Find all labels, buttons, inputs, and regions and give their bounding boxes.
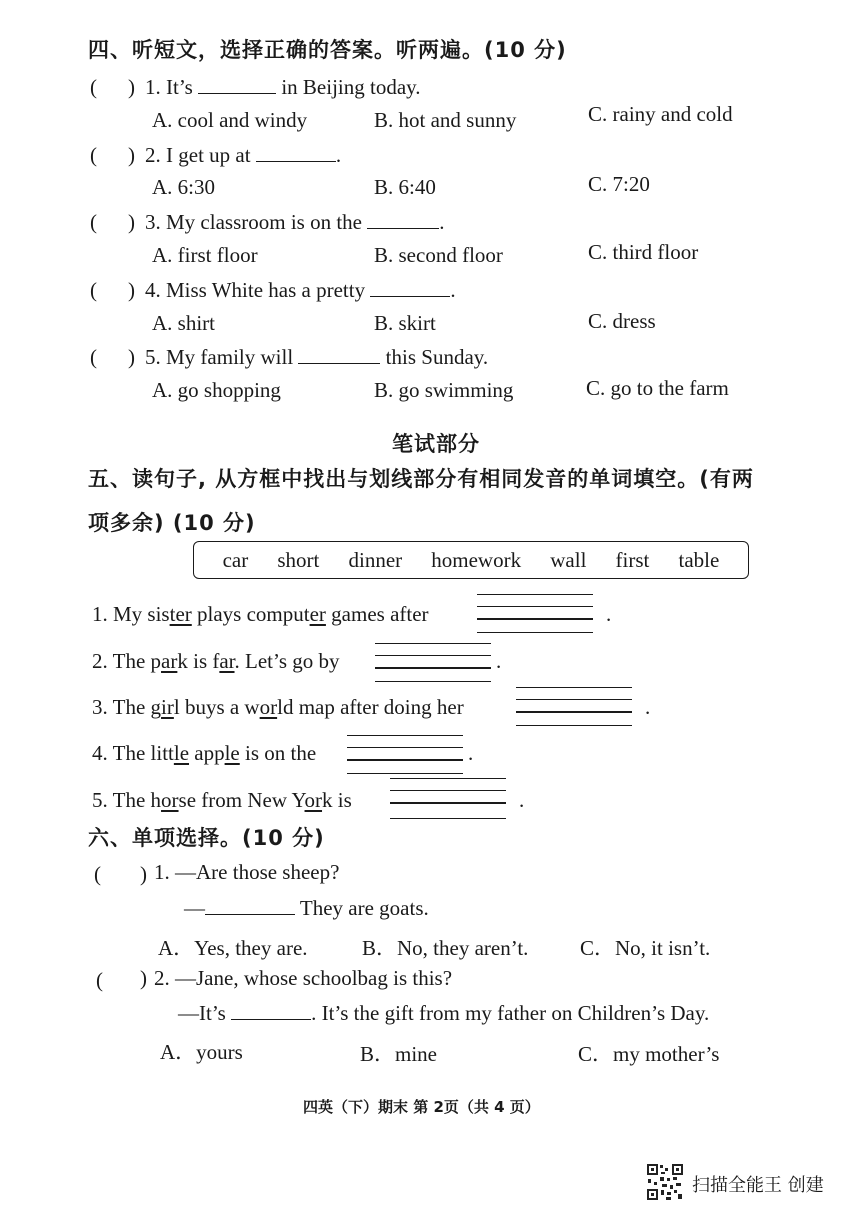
option-b: B. 6:40 [374, 175, 436, 199]
qr-code-icon [646, 1163, 684, 1201]
word-bank-item: table [678, 547, 720, 572]
sentence-5: 5. The horse from New York is [92, 788, 352, 812]
option-c: C．my mother’s [578, 1042, 720, 1066]
option-a: A. shirt [152, 311, 215, 335]
question-3: 3. My classroom is on the . [145, 210, 445, 234]
answer-paren-open: ( [90, 210, 97, 234]
section6-title: 六、单项选择。(10 分) [88, 826, 325, 850]
option-c: C. dress [588, 309, 656, 333]
answer-blank[interactable] [370, 278, 450, 297]
answer-paren-open: ( [90, 278, 97, 302]
option-a: A. first floor [152, 243, 258, 267]
answer-blank[interactable] [205, 896, 295, 915]
word-bank-item: first [615, 547, 650, 572]
option-c: C．No, it isn’t. [580, 936, 711, 960]
mc-question-1: 1. —Are those sheep? [154, 860, 340, 884]
question-4: 4. Miss White has a pretty . [145, 278, 456, 302]
page-footer: 四英（下）期末 第 2页（共 4 页） [303, 1098, 540, 1116]
sentence-end: . [645, 695, 651, 719]
mc-question-1-reply: — They are goats. [184, 896, 429, 920]
sentence-2: 2. The park is far. Let’s go by [92, 649, 340, 673]
sentence-end: . [468, 741, 474, 765]
mc-question-2-reply: —It’s . It’s the gift from my father on Children’s Day. [178, 1001, 710, 1025]
question-1: 1. It’s in Beijing today. [145, 75, 421, 99]
option-b: B．mine [360, 1042, 437, 1066]
answer-paren-close: ) [128, 345, 135, 369]
answer-paren-close: ) [128, 143, 135, 167]
answer-blank[interactable] [298, 345, 380, 364]
sentence-1: 1. My sister plays computer games after [92, 602, 429, 626]
answer-blank[interactable] [256, 143, 336, 162]
watermark-text: 扫描全能王 创建 [692, 1175, 824, 1196]
option-c: C. 7:20 [588, 172, 650, 196]
answer-paren-open: ( [94, 862, 101, 886]
word-bank-box [193, 541, 749, 579]
answer-blank[interactable] [198, 75, 276, 94]
written-part-title: 笔试部分 [392, 432, 480, 456]
section5-title-line1: 五、读句子, 从方框中找出与划线部分有相同发音的单词填空。(有两 [88, 467, 754, 491]
answer-paren-close: ) [128, 210, 135, 234]
word-bank-item: wall [550, 547, 587, 572]
mc-question-2: 2. —Jane, whose schoolbag is this? [154, 966, 453, 990]
option-c: C. go to the farm [586, 376, 729, 400]
option-a: A. 6:30 [152, 175, 215, 199]
sentence-end: . [606, 602, 612, 626]
option-b: B. hot and sunny [374, 108, 517, 132]
option-c: C. rainy and cold [588, 102, 733, 126]
option-a: A．yours [160, 1040, 243, 1064]
sentence-end: . [519, 788, 525, 812]
answer-paren-close: ) [140, 862, 147, 886]
answer-paren-open: ( [96, 968, 103, 992]
word-bank-item: car [222, 547, 249, 572]
answer-blank[interactable] [231, 1001, 311, 1020]
word-bank-item: dinner [348, 547, 403, 572]
option-c: C. third floor [588, 240, 699, 264]
answer-blank[interactable] [367, 210, 439, 229]
answer-paren-open: ( [90, 75, 97, 99]
answer-paren-open: ( [90, 345, 97, 369]
answer-paren-close: ) [128, 278, 135, 302]
answer-paren-close: ) [128, 75, 135, 99]
word-bank-item: short [277, 547, 320, 572]
sentence-3: 3. The girl buys a world map after doing her [92, 695, 464, 719]
sentence-4: 4. The little apple is on the [92, 741, 317, 765]
option-a: A. cool and windy [152, 108, 308, 132]
answer-paren-close: ) [140, 966, 147, 990]
section5-title-line2: 项多余) (10 分) [88, 511, 256, 535]
sentence-end: . [496, 649, 502, 673]
section4-title: 四、听短文，选择正确的答案。听两遍。(10 分) [88, 38, 567, 62]
option-b: B. second floor [374, 243, 503, 267]
question-5: 5. My family will this Sunday. [145, 345, 489, 369]
option-b: B. go swimming [374, 378, 514, 402]
word-bank-item: homework [431, 547, 522, 572]
option-a: A. go shopping [152, 378, 281, 402]
option-b: B. skirt [374, 311, 436, 335]
option-a: A．Yes, they are. [158, 936, 308, 960]
answer-paren-open: ( [90, 143, 97, 167]
option-b: B．No, they aren’t. [362, 936, 529, 960]
question-2: 2. I get up at . [145, 143, 342, 167]
